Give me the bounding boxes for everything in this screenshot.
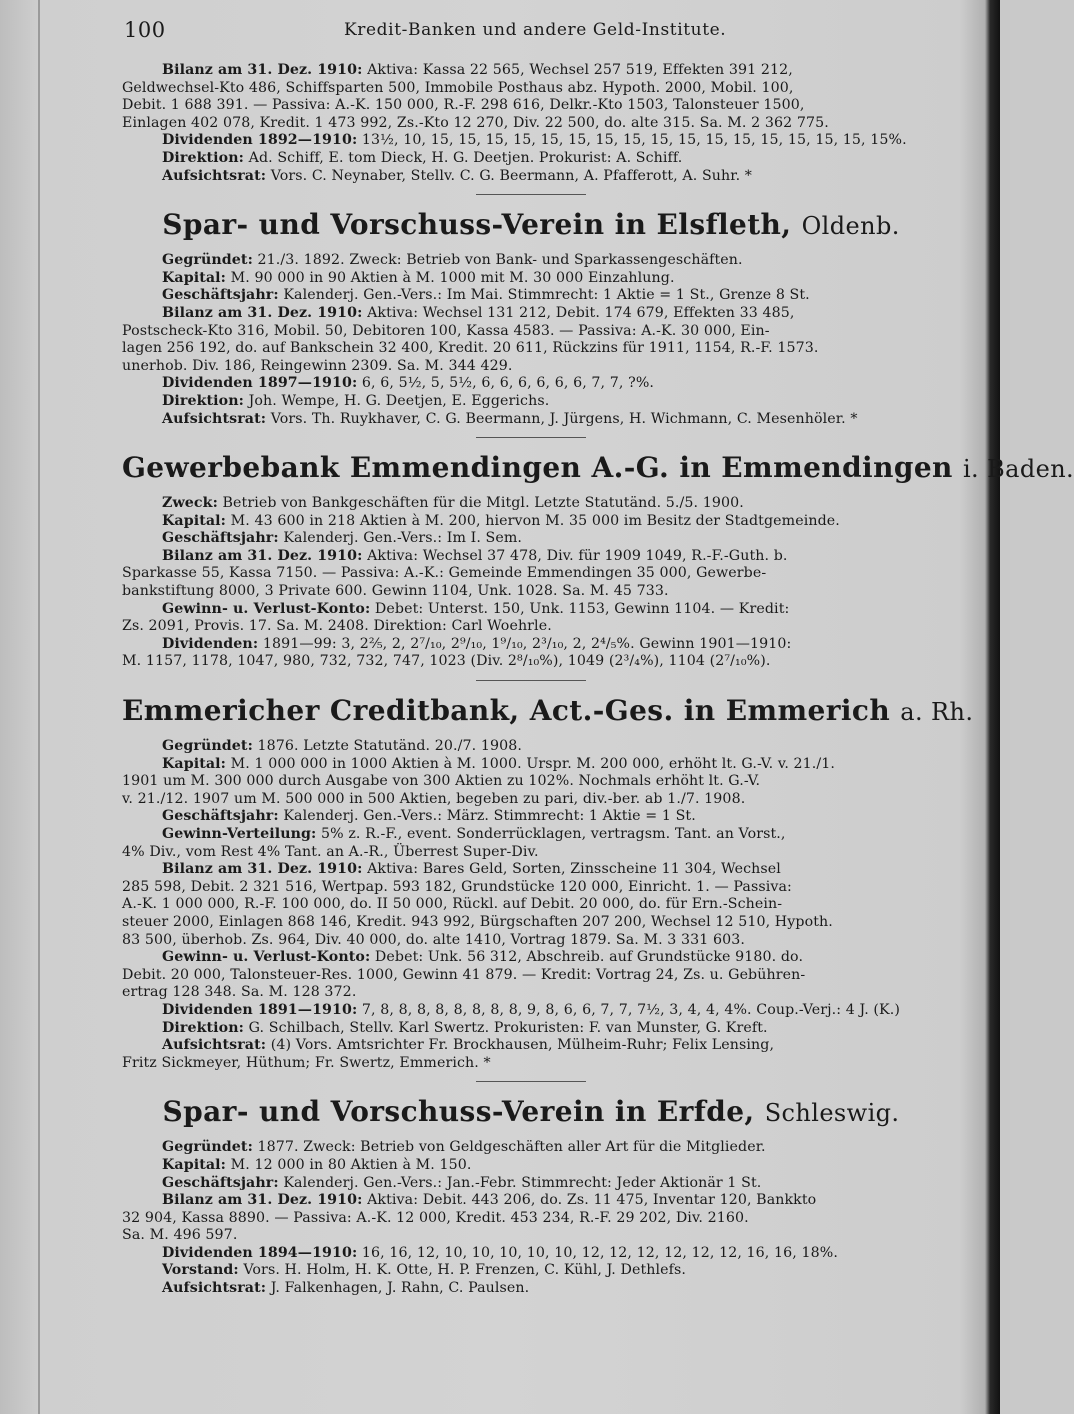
- entry-line: [122, 949, 940, 967]
- line-text: M. 90 000 in 90 Aktien à M. 1000 mit M. 30 000 Einzahlung.: [230, 269, 675, 286]
- bank-entry: [122, 680, 974, 1072]
- line-label: Gewinn- u. Verlust-Konto:: [162, 949, 371, 966]
- entry-line: [122, 618, 940, 636]
- entry-line: [122, 773, 940, 791]
- entry-title-place: i. Baden.: [962, 455, 1074, 484]
- line-text: J. Falkenhagen, J. Rahn, C. Paulsen.: [270, 1280, 530, 1297]
- line-label: Aufsichtsrat:: [162, 410, 267, 427]
- line-text: Zs. 2091, Provis. 17. Sa. M. 2408. Direktion: Carl Woehrle.: [122, 618, 552, 635]
- entry-line: [122, 1192, 940, 1210]
- page-header: [124, 18, 944, 46]
- entry-line: [122, 601, 940, 619]
- line-text: ertrag 128 348. Sa. M. 128 372.: [122, 984, 357, 1001]
- entry-line: [122, 1037, 940, 1055]
- page-content: [122, 62, 1074, 1298]
- line-text: Aktiva: Wechsel 37 478, Div. für 1909 1049, R.-F.-Guth. b.: [367, 547, 788, 564]
- line-label: Direktion:: [162, 392, 244, 409]
- entry-line: [122, 914, 940, 932]
- entry-line: [122, 287, 940, 305]
- entry-line: [122, 984, 940, 1002]
- entry-line: [122, 270, 940, 288]
- line-text: Joh. Wempe, H. G. Deetjen, E. Eggerichs.: [248, 392, 550, 409]
- line-label: Aufsichtsrat:: [162, 1280, 267, 1297]
- line-text: Vors. H. Holm, H. K. Otte, H. P. Frenzen, C. Kühl, J. Dethlefs.: [243, 1262, 686, 1279]
- line-text: 21./3. 1892. Zweck: Betrieb von Bank- und Sparkassengeschäften.: [257, 252, 743, 269]
- entry-line: [122, 530, 940, 548]
- entry-line: [122, 826, 940, 844]
- entry-line: [122, 1157, 940, 1175]
- entry-line: [122, 513, 940, 531]
- line-label: Gewinn- u. Verlust-Konto:: [162, 600, 371, 617]
- entry-line: [122, 1227, 940, 1245]
- entry-line: [122, 393, 940, 411]
- entry-line: [122, 808, 940, 826]
- line-label: Gewinn-Verteilung:: [162, 826, 317, 842]
- page-edge: [38, 0, 40, 1414]
- entry-line: [122, 967, 940, 985]
- bank-entry: [122, 437, 1074, 671]
- entry-line: [122, 97, 940, 115]
- line-label: Dividenden 1892—1910:: [162, 132, 358, 149]
- entry-line: [122, 791, 940, 809]
- line-text: Kalenderj. Gen.-Vers.: Im Mai. Stimmrecht: 1 Aktie = 1 St., Grenze 8 St.: [283, 287, 810, 304]
- page-number: 100: [124, 18, 166, 42]
- running-title: Kredit-Banken und andere Geld-Institute.: [344, 20, 727, 40]
- line-text: Geldwechsel-Kto 486, Schiffsparten 500, Immobile Posthaus abz. Hypoth. 2000, Mobil. 100,: [122, 79, 794, 96]
- line-text: A.-K. 1 000 000, R.-F. 100 000, do. II 50 000, Rückl. auf Debit. 20 000, do. für Ern.-Schein-: [122, 896, 783, 913]
- entry-title: [122, 1096, 940, 1129]
- line-label: Bilanz am 31. Dez. 1910:: [162, 304, 363, 321]
- entry-title-place: Schleswig.: [764, 1099, 900, 1128]
- line-label: Gegründet:: [162, 252, 253, 269]
- entry-line: [122, 323, 940, 341]
- entry-line: [122, 738, 940, 756]
- entry-line: [122, 1139, 940, 1157]
- line-text: 6, 6, 5½, 5, 5½, 6, 6, 6, 6, 6, 6, 7, 7, ?%.: [361, 375, 655, 392]
- entry-title-place: a. Rh.: [900, 698, 974, 727]
- entry-line: [122, 1210, 940, 1228]
- entry-title-name: Gewerbebank Emmendingen A.-G. in Emmendingen: [122, 451, 953, 485]
- line-text: Vors. Th. Ruykhaver, C. G. Beermann, J. Jürgens, H. Wichmann, C. Mesenhöler. *: [270, 410, 858, 427]
- entry-title-place: Oldenb.: [801, 212, 900, 241]
- line-text: 32 904, Kassa 8890. — Passiva: A.-K. 12 000, Kredit. 453 234, R.-F. 29 202, Div. 2160.: [122, 1209, 749, 1226]
- entry-title: [122, 694, 974, 728]
- line-text: M. 1157, 1178, 1047, 980, 732, 732, 747, 1023 (Div. 2⁸/₁₀%), 1049 (2³/₄%), 1104 (2⁷/₁₀%).: [122, 653, 771, 670]
- line-text: Aktiva: Bares Geld, Sorten, Zinsscheine 11 304, Wechsel: [367, 861, 781, 878]
- line-text: v. 21./12. 1907 um M. 500 000 in 500 Aktien, begeben zu pari, div.-ber. ab 1./7. 1908.: [122, 790, 746, 807]
- line-text: Debet: Unk. 56 312, Abschreib. auf Grundstücke 9180. do.: [374, 949, 804, 966]
- bank-entry: [122, 1081, 940, 1297]
- entry-line: [122, 1245, 940, 1263]
- line-text: 1876. Letzte Statutänd. 20./7. 1908.: [257, 738, 522, 755]
- line-label: Kapital:: [162, 512, 227, 529]
- line-label: Aufsichtsrat:: [162, 167, 267, 184]
- line-text: 16, 16, 12, 10, 10, 10, 10, 10, 12, 12, 12, 12, 12, 12, 16, 16, 18%.: [361, 1244, 838, 1261]
- entry-line: [122, 932, 940, 950]
- line-text: M. 1 000 000 in 1000 Aktien à M. 1000. Urspr. M. 200 000, erhöht lt. G.-V. v. 21./1.: [230, 755, 836, 772]
- line-text: M. 43 600 in 218 Aktien à M. 200, hiervon M. 35 000 im Besitz der Stadtgemeinde.: [230, 512, 840, 529]
- line-text: Kalenderj. Gen.-Vers.: Im I. Sem.: [283, 530, 523, 547]
- line-text: Ad. Schiff, E. tom Dieck, H. G. Deetjen. Prokurist: A. Schiff.: [248, 149, 683, 166]
- line-label: Bilanz am 31. Dez. 1910:: [162, 1192, 363, 1209]
- line-text: Kalenderj. Gen.-Vers.: März. Stimmrecht: 1 Aktie = 1 St.: [283, 808, 696, 825]
- entry-line: [122, 168, 940, 186]
- entry-line: [122, 358, 940, 376]
- line-text: Postscheck-Kto 316, Mobil. 50, Debitoren 100, Kassa 4583. — Passiva: A.-K. 30 000, Ein-: [122, 322, 770, 339]
- line-text: Einlagen 402 078, Kredit. 1 473 992, Zs.-Kto 12 270, Div. 22 500, do. alte 315. Sa. M. 2 362 775.: [122, 114, 829, 131]
- line-text: unerhob. Div. 186, Reingewinn 2309. Sa. M. 344 429.: [122, 357, 513, 374]
- line-label: Geschäftsjahr:: [162, 1174, 279, 1191]
- entry-line: [122, 861, 940, 879]
- line-text: Betrieb von Bankgeschäften für die Mitgl. Letzte Statutänd. 5./5. 1900.: [222, 495, 744, 512]
- entry-line: [122, 844, 940, 862]
- line-text: lagen 256 192, do. auf Bankschein 32 400, Kredit. 20 611, Rückzins für 1911, 1154, R.-F. 1573.: [122, 340, 819, 357]
- line-label: Direktion:: [162, 1019, 244, 1036]
- entry-line: [122, 305, 940, 323]
- line-text: 1877. Zweck: Betrieb von Geldgeschäften aller Art für die Mitglieder.: [257, 1139, 766, 1156]
- entry-line: [122, 636, 940, 654]
- entry-divider: [476, 437, 586, 438]
- line-text: Fritz Sickmeyer, Hüthum; Fr. Swertz, Emmerich. *: [122, 1054, 491, 1071]
- line-label: Geschäftsjahr:: [162, 287, 279, 304]
- line-text: 285 598, Debit. 2 321 516, Wertpap. 593 182, Grundstücke 120 000, Einricht. 1. — Passiva:: [122, 878, 792, 895]
- line-label: Dividenden 1894—1910:: [162, 1244, 358, 1261]
- entry-line: [122, 583, 940, 601]
- line-text: Aktiva: Wechsel 131 212, Debit. 174 679, Effekten 33 485,: [367, 304, 795, 321]
- line-label: Geschäftsjahr:: [162, 530, 279, 547]
- bank-entry: [122, 194, 940, 428]
- entry-line: [122, 150, 940, 168]
- entry-line: [122, 1055, 940, 1073]
- line-label: Vorstand:: [162, 1262, 239, 1279]
- line-text: 1901 um M. 300 000 durch Ausgabe von 300 Aktien zu 102%. Nochmals erhöht lt. G.-V.: [122, 773, 761, 790]
- line-text: G. Schilbach, Stellv. Karl Swertz. Prokuristen: F. van Munster, G. Kreft.: [248, 1019, 768, 1036]
- entry-line: [122, 756, 940, 774]
- line-text: 5% z. R.-F., event. Sonderrücklagen, vertragsm. Tant. an Vorst.,: [321, 826, 786, 842]
- line-label: Dividenden 1897—1910:: [162, 375, 358, 392]
- entry-title: [122, 209, 940, 242]
- entry-line: [122, 1020, 940, 1038]
- line-label: Direktion:: [162, 149, 244, 166]
- entry-line: [122, 132, 940, 150]
- line-label: Kapital:: [162, 269, 227, 286]
- entry-line: [122, 879, 940, 897]
- line-text: Debet: Unterst. 150, Unk. 1153, Gewinn 1104. — Kredit:: [374, 600, 790, 617]
- line-label: Bilanz am 31. Dez. 1910:: [162, 861, 363, 878]
- line-text: 83 500, überhob. Zs. 964, Div. 40 000, do. alte 1410, Vortrag 1879. Sa. M. 3 331 603.: [122, 931, 746, 948]
- line-label: Kapital:: [162, 755, 227, 772]
- line-text: Aktiva: Debit. 443 206, do. Zs. 11 475, Inventar 120, Bankkto: [367, 1192, 817, 1209]
- entry-line: [122, 495, 940, 513]
- entry-line: [122, 115, 940, 133]
- entry-line: [122, 1262, 940, 1280]
- line-label: Gegründet:: [162, 738, 253, 755]
- line-label: Kapital:: [162, 1156, 227, 1173]
- line-text: 13½, 10, 15, 15, 15, 15, 15, 15, 15, 15, 15, 15, 15, 15, 15, 15, 15, 15, 15%.: [361, 132, 907, 149]
- entry-title-name: Spar- und Vorschuss-Verein in Elsfleth,: [162, 208, 792, 242]
- line-label: Dividenden:: [162, 635, 259, 652]
- line-text: Vors. C. Neynaber, Stellv. C. G. Beermann, A. Pfafferott, A. Suhr. *: [270, 167, 752, 184]
- entry-line: [122, 80, 940, 98]
- line-label: Geschäftsjahr:: [162, 808, 279, 825]
- line-label: Dividenden 1891—1910:: [162, 1001, 358, 1018]
- entry-line: [122, 252, 940, 270]
- entry-line: [122, 1175, 940, 1193]
- line-label: Zweck:: [162, 495, 218, 512]
- entry-line: [122, 548, 940, 566]
- entry-line: [122, 565, 940, 583]
- line-label: Bilanz am 31. Dez. 1910:: [162, 62, 363, 78]
- line-text: (4) Vors. Amtsrichter Fr. Brockhausen, Mülheim-Ruhr; Felix Lensing,: [270, 1037, 775, 1054]
- entry-line: [122, 653, 940, 671]
- entry-title-name: Spar- und Vorschuss-Verein in Erfde,: [162, 1095, 755, 1129]
- entry-title: [122, 451, 1074, 485]
- line-text: Kalenderj. Gen.-Vers.: Jan.-Febr. Stimmrecht: Jeder Aktionär 1 St.: [283, 1174, 762, 1191]
- line-text: Sparkasse 55, Kassa 7150. — Passiva: A.-K.: Gemeinde Emmendingen 35 000, Gewerbe-: [122, 565, 767, 582]
- line-label: Bilanz am 31. Dez. 1910:: [162, 547, 363, 564]
- entry-line: [122, 1002, 940, 1020]
- line-text: Debit. 1 688 391. — Passiva: A.-K. 150 000, R.-F. 298 616, Delkr.-Kto 1503, Talonsteuer 1500,: [122, 97, 805, 114]
- entry-divider: [476, 194, 586, 195]
- line-text: 1891—99: 3, 2⅖, 2, 2⁷/₁₀, 2⁹/₁₀, 1⁹/₁₀, 2³/₁₀, 2, 2⁴/₅%. Gewinn 1901—1910:: [262, 635, 792, 652]
- entry-divider: [476, 680, 586, 681]
- line-text: 7, 8, 8, 8, 8, 8, 8, 8, 8, 9, 8, 6, 6, 7, 7, 7½, 3, 4, 4, 4%. Coup.-Verj.: 4 J. (K.): [361, 1001, 901, 1018]
- line-text: M. 12 000 in 80 Aktien à M. 150.: [230, 1156, 472, 1173]
- entry-line: [122, 896, 940, 914]
- line-text: steuer 2000, Einlagen 868 146, Kredit. 943 992, Bürgschaften 207 200, Wechsel 12 510, Hypoth.: [122, 913, 833, 930]
- line-label: Aufsichtsrat:: [162, 1037, 267, 1054]
- entry-title-name: Emmericher Creditbank, Act.-Ges. in Emmerich: [122, 694, 891, 728]
- line-text: Sa. M. 496 597.: [122, 1227, 238, 1244]
- line-text: Debit. 20 000, Talonsteuer-Res. 1000, Gewinn 41 879. — Kredit: Vortrag 24, Zs. u. Gebühren-: [122, 966, 806, 983]
- line-text: Aktiva: Kassa 22 565, Wechsel 257 519, Effekten 391 212,: [367, 62, 793, 78]
- entry-divider: [476, 1081, 586, 1082]
- entry-line: [122, 62, 940, 80]
- line-text: bankstiftung 8000, 3 Private 600. Gewinn 1104, Unk. 1028. Sa. M. 45 733.: [122, 583, 669, 600]
- entry-line: [122, 375, 940, 393]
- line-text: 4% Div., vom Rest 4% Tant. an A.-R., Überrest Super-Div.: [122, 843, 539, 860]
- entry-line: [122, 340, 940, 358]
- bank-entry: [122, 62, 940, 185]
- entry-line: [122, 411, 940, 429]
- entry-line: [122, 1280, 940, 1298]
- line-label: Gegründet:: [162, 1139, 253, 1156]
